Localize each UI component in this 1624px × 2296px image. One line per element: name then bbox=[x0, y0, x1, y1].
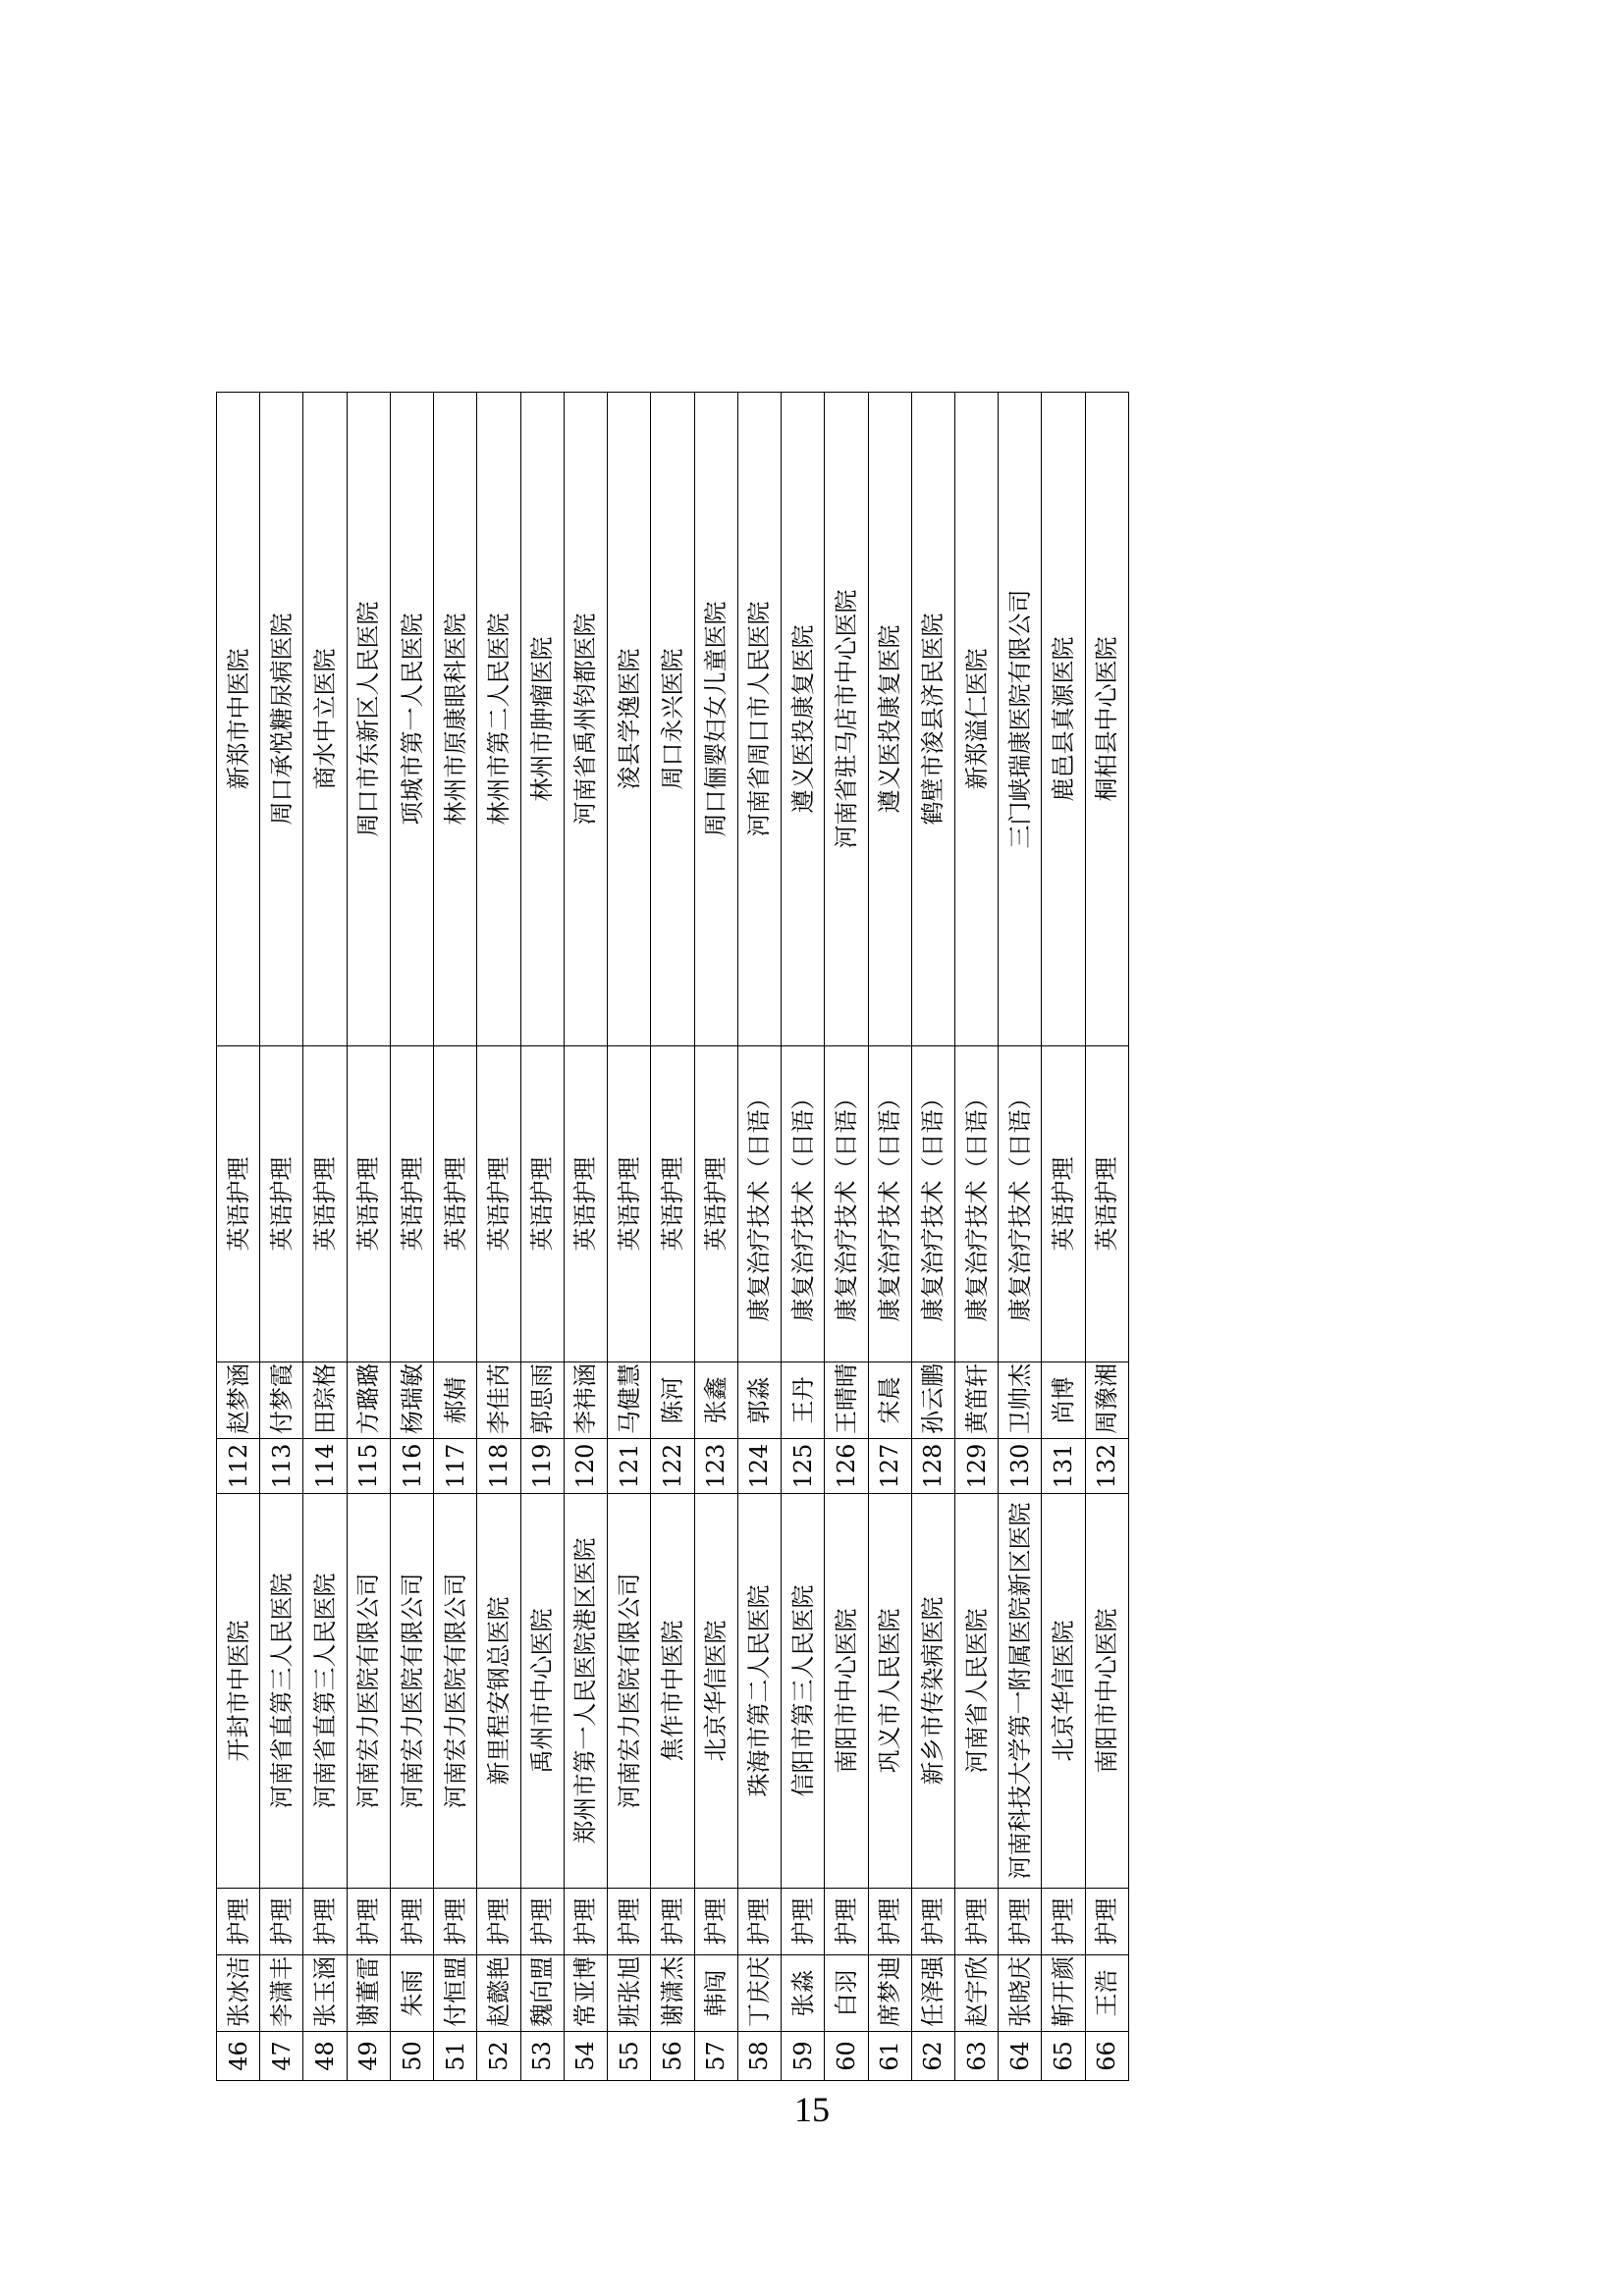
name-cell: 张鑫 bbox=[694, 1362, 737, 1439]
hospital-cell: 浚县学逸医院 bbox=[608, 393, 651, 1046]
major-cell: 英语护理 bbox=[1042, 1046, 1085, 1362]
hospital-cell: 河南省周口市人民医院 bbox=[737, 393, 781, 1046]
table-row bbox=[390, 393, 433, 2081]
table-row bbox=[911, 393, 954, 2081]
hospital-cell: 林州市第二人民医院 bbox=[477, 393, 520, 1046]
hospital-cell: 林州市肿瘤医院 bbox=[520, 393, 564, 1046]
row-number-cell: 59 bbox=[782, 2032, 825, 2081]
major-cell: 护理 bbox=[564, 1889, 607, 1955]
major-cell: 护理 bbox=[477, 1889, 520, 1955]
name-cell: 杨瑞敏 bbox=[390, 1362, 433, 1439]
row-number-cell: 117 bbox=[434, 1439, 477, 1494]
row-number-cell: 63 bbox=[954, 2032, 998, 2081]
hospital-cell: 巩义市人民医院 bbox=[868, 1494, 911, 1889]
name-cell: 付恒盟 bbox=[434, 1955, 477, 2032]
name-cell: 朱雨 bbox=[390, 1955, 433, 2032]
table-row bbox=[782, 393, 825, 2081]
table-row bbox=[608, 393, 651, 2081]
name-cell: 张玉涵 bbox=[303, 1955, 347, 2032]
name-cell: 王丹 bbox=[782, 1362, 825, 1439]
table-row bbox=[651, 393, 694, 2081]
hospital-cell: 新郑溢仁医院 bbox=[954, 393, 998, 1046]
hospital-cell: 北京华信医院 bbox=[694, 1494, 737, 1889]
row-number-cell: 47 bbox=[260, 2032, 303, 2081]
name-cell: 任泽强 bbox=[911, 1955, 954, 2032]
major-cell: 康复治疗技术（日语） bbox=[825, 1046, 868, 1362]
row-number-cell: 62 bbox=[911, 2032, 954, 2081]
major-cell: 护理 bbox=[303, 1889, 347, 1955]
hospital-cell: 河南宏力医院有限公司 bbox=[347, 1494, 390, 1889]
name-cell: 赵宇欣 bbox=[954, 1955, 998, 2032]
hospital-cell: 新郑市中医院 bbox=[217, 393, 260, 1046]
name-cell: 魏向盟 bbox=[520, 1955, 564, 2032]
row-number-cell: 54 bbox=[564, 2032, 607, 2081]
hospital-cell: 南阳市中心医院 bbox=[1085, 1494, 1128, 1889]
major-cell: 康复治疗技术（日语） bbox=[868, 1046, 911, 1362]
table-row bbox=[564, 393, 607, 2081]
name-cell: 方璐璐 bbox=[347, 1362, 390, 1439]
major-cell: 英语护理 bbox=[608, 1046, 651, 1362]
name-cell: 席梦迪 bbox=[868, 1955, 911, 2032]
row-number-cell: 49 bbox=[347, 2032, 390, 2081]
major-cell: 英语护理 bbox=[694, 1046, 737, 1362]
row-number-cell: 118 bbox=[477, 1439, 520, 1494]
hospital-cell: 周口承悦糖尿病医院 bbox=[260, 393, 303, 1046]
major-cell: 护理 bbox=[694, 1889, 737, 1955]
table-row bbox=[520, 393, 564, 2081]
hospital-cell: 新里程安钢总医院 bbox=[477, 1494, 520, 1889]
major-cell: 护理 bbox=[911, 1889, 954, 1955]
major-cell: 英语护理 bbox=[564, 1046, 607, 1362]
row-number-cell: 48 bbox=[303, 2032, 347, 2081]
hospital-cell: 遵义医投康复医院 bbox=[868, 393, 911, 1046]
name-cell: 郝婧 bbox=[434, 1362, 477, 1439]
name-cell: 张晓庆 bbox=[999, 1955, 1042, 2032]
name-cell: 李祎涵 bbox=[564, 1362, 607, 1439]
hospital-cell: 河南宏力医院有限公司 bbox=[608, 1494, 651, 1889]
major-cell: 康复治疗技术（日语） bbox=[737, 1046, 781, 1362]
table-row bbox=[825, 393, 868, 2081]
hospital-cell: 河南省驻马店市中心医院 bbox=[825, 393, 868, 1046]
name-cell: 马健慧 bbox=[608, 1362, 651, 1439]
major-cell: 护理 bbox=[390, 1889, 433, 1955]
hospital-cell: 南阳市中心医院 bbox=[825, 1494, 868, 1889]
major-cell: 英语护理 bbox=[1085, 1046, 1128, 1362]
hospital-cell: 北京华信医院 bbox=[1042, 1494, 1085, 1889]
row-number-cell: 116 bbox=[390, 1439, 433, 1494]
table-row bbox=[1085, 393, 1128, 2081]
hospital-cell: 鹿邑县真源医院 bbox=[1042, 393, 1085, 1046]
major-cell: 护理 bbox=[651, 1889, 694, 1955]
name-cell: 白羽 bbox=[825, 1955, 868, 2032]
name-cell: 张淼 bbox=[782, 1955, 825, 2032]
major-cell: 英语护理 bbox=[434, 1046, 477, 1362]
hospital-cell: 商水中立医院 bbox=[303, 393, 347, 1046]
row-number-cell: 122 bbox=[651, 1439, 694, 1494]
name-cell: 谢董雷 bbox=[347, 1955, 390, 2032]
major-cell: 护理 bbox=[1042, 1889, 1085, 1955]
major-cell: 英语护理 bbox=[651, 1046, 694, 1362]
rotated-table-block bbox=[216, 393, 1129, 2081]
major-cell: 英语护理 bbox=[260, 1046, 303, 1362]
row-number-cell: 113 bbox=[260, 1439, 303, 1494]
major-cell: 护理 bbox=[260, 1889, 303, 1955]
hospital-cell: 河南宏力医院有限公司 bbox=[434, 1494, 477, 1889]
table-row bbox=[260, 393, 303, 2081]
row-number-cell: 58 bbox=[737, 2032, 781, 2081]
row-number-cell: 123 bbox=[694, 1439, 737, 1494]
name-cell: 周豫湘 bbox=[1085, 1362, 1128, 1439]
major-cell: 护理 bbox=[868, 1889, 911, 1955]
major-cell: 护理 bbox=[954, 1889, 998, 1955]
name-cell: 陈河 bbox=[651, 1362, 694, 1439]
row-number-cell: 50 bbox=[390, 2032, 433, 2081]
hospital-cell: 河南科技大学第一附属医院新区医院 bbox=[999, 1494, 1042, 1889]
hospital-cell: 周口市东新区人民医院 bbox=[347, 393, 390, 1046]
hospital-cell: 河南省直第三人民医院 bbox=[260, 1494, 303, 1889]
hospital-cell: 焦作市中医院 bbox=[651, 1494, 694, 1889]
hospital-cell: 郑州市第一人民医院港区医院 bbox=[564, 1494, 607, 1889]
major-cell: 英语护理 bbox=[303, 1046, 347, 1362]
major-cell: 英语护理 bbox=[390, 1046, 433, 1362]
hospital-cell: 周口永兴医院 bbox=[651, 393, 694, 1046]
row-number-cell: 66 bbox=[1085, 2032, 1128, 2081]
row-number-cell: 53 bbox=[520, 2032, 564, 2081]
name-cell: 李潇丰 bbox=[260, 1955, 303, 2032]
row-number-cell: 130 bbox=[999, 1439, 1042, 1494]
row-number-cell: 60 bbox=[825, 2032, 868, 2081]
major-cell: 英语护理 bbox=[477, 1046, 520, 1362]
table-row bbox=[434, 393, 477, 2081]
table-row bbox=[303, 393, 347, 2081]
major-cell: 康复治疗技术（日语） bbox=[782, 1046, 825, 1362]
major-cell: 护理 bbox=[608, 1889, 651, 1955]
name-cell: 郭思雨 bbox=[520, 1362, 564, 1439]
row-number-cell: 115 bbox=[347, 1439, 390, 1494]
major-cell: 护理 bbox=[434, 1889, 477, 1955]
major-cell: 护理 bbox=[347, 1889, 390, 1955]
row-number-cell: 51 bbox=[434, 2032, 477, 2081]
major-cell: 康复治疗技术（日语） bbox=[954, 1046, 998, 1362]
major-cell: 护理 bbox=[999, 1889, 1042, 1955]
name-cell: 王晴晴 bbox=[825, 1362, 868, 1439]
table-row bbox=[217, 393, 260, 2081]
hospital-cell: 河南省直第三人民医院 bbox=[303, 1494, 347, 1889]
name-cell: 韩闯 bbox=[694, 1955, 737, 2032]
row-number-cell: 46 bbox=[217, 2032, 260, 2081]
major-cell: 护理 bbox=[737, 1889, 781, 1955]
hospital-cell: 禹州市中心医院 bbox=[520, 1494, 564, 1889]
row-number-cell: 57 bbox=[694, 2032, 737, 2081]
row-number-cell: 131 bbox=[1042, 1439, 1085, 1494]
major-cell: 英语护理 bbox=[347, 1046, 390, 1362]
page-number: 15 bbox=[794, 2090, 830, 2129]
row-number-cell: 56 bbox=[651, 2032, 694, 2081]
row-number-cell: 61 bbox=[868, 2032, 911, 2081]
row-number-cell: 55 bbox=[608, 2032, 651, 2081]
name-cell: 尚博 bbox=[1042, 1362, 1085, 1439]
major-cell: 英语护理 bbox=[217, 1046, 260, 1362]
table-row bbox=[347, 393, 390, 2081]
major-cell: 护理 bbox=[825, 1889, 868, 1955]
hospital-cell: 信阳市第三人民医院 bbox=[782, 1494, 825, 1889]
row-number-cell: 119 bbox=[520, 1439, 564, 1494]
name-cell: 常亚博 bbox=[564, 1955, 607, 2032]
name-cell: 赵懿艳 bbox=[477, 1955, 520, 2032]
hospital-cell: 遵义医投康复医院 bbox=[782, 393, 825, 1046]
hospital-cell: 开封市中医院 bbox=[217, 1494, 260, 1889]
major-cell: 护理 bbox=[520, 1889, 564, 1955]
name-cell: 郭淼 bbox=[737, 1362, 781, 1439]
table-body bbox=[217, 393, 1129, 2081]
row-number-cell: 65 bbox=[1042, 2032, 1085, 2081]
hospital-cell: 林州市原康眼科医院 bbox=[434, 393, 477, 1046]
row-number-cell: 125 bbox=[782, 1439, 825, 1494]
name-cell: 黄笛轩 bbox=[954, 1362, 998, 1439]
hospital-cell: 三门峡瑞康医院有限公司 bbox=[999, 393, 1042, 1046]
table-row bbox=[999, 393, 1042, 2081]
hospital-cell: 珠海市第二人民医院 bbox=[737, 1494, 781, 1889]
name-cell: 丁庆庆 bbox=[737, 1955, 781, 2032]
name-cell: 班张旭 bbox=[608, 1955, 651, 2032]
hospital-cell: 桐柏县中心医院 bbox=[1085, 393, 1128, 1046]
table-row bbox=[868, 393, 911, 2081]
major-cell: 英语护理 bbox=[520, 1046, 564, 1362]
row-number-cell: 124 bbox=[737, 1439, 781, 1494]
name-cell: 李佳芮 bbox=[477, 1362, 520, 1439]
major-cell: 康复治疗技术（日语） bbox=[911, 1046, 954, 1362]
major-cell: 护理 bbox=[782, 1889, 825, 1955]
row-number-cell: 112 bbox=[217, 1439, 260, 1494]
row-number-cell: 132 bbox=[1085, 1439, 1128, 1494]
row-number-cell: 128 bbox=[911, 1439, 954, 1494]
name-cell: 付梦霞 bbox=[260, 1362, 303, 1439]
placement-table bbox=[216, 392, 1129, 2081]
row-number-cell: 114 bbox=[303, 1439, 347, 1494]
name-cell: 张冰洁 bbox=[217, 1955, 260, 2032]
row-number-cell: 121 bbox=[608, 1439, 651, 1494]
row-number-cell: 52 bbox=[477, 2032, 520, 2081]
name-cell: 谢潇杰 bbox=[651, 1955, 694, 2032]
name-cell: 田琮格 bbox=[303, 1362, 347, 1439]
name-cell: 靳开颜 bbox=[1042, 1955, 1085, 2032]
name-cell: 赵梦涵 bbox=[217, 1362, 260, 1439]
name-cell: 孙云鹏 bbox=[911, 1362, 954, 1439]
table-row bbox=[737, 393, 781, 2081]
row-number-cell: 64 bbox=[999, 2032, 1042, 2081]
hospital-cell: 鹤壁市浚县济民医院 bbox=[911, 393, 954, 1046]
hospital-cell: 新乡市传染病医院 bbox=[911, 1494, 954, 1889]
major-cell: 护理 bbox=[1085, 1889, 1128, 1955]
hospital-cell: 周口俪婴妇女儿童医院 bbox=[694, 393, 737, 1046]
row-number-cell: 126 bbox=[825, 1439, 868, 1494]
hospital-cell: 河南省人民医院 bbox=[954, 1494, 998, 1889]
row-number-cell: 127 bbox=[868, 1439, 911, 1494]
hospital-cell: 河南宏力医院有限公司 bbox=[390, 1494, 433, 1889]
table-row bbox=[1042, 393, 1085, 2081]
row-number-cell: 129 bbox=[954, 1439, 998, 1494]
name-cell: 宋晨 bbox=[868, 1362, 911, 1439]
table-row bbox=[954, 393, 998, 2081]
hospital-cell: 河南省禹州钧都医院 bbox=[564, 393, 607, 1046]
table-row bbox=[477, 393, 520, 2081]
name-cell: 卫帅杰 bbox=[999, 1362, 1042, 1439]
row-number-cell: 120 bbox=[564, 1439, 607, 1494]
name-cell: 王浩 bbox=[1085, 1955, 1128, 2032]
major-cell: 护理 bbox=[217, 1889, 260, 1955]
hospital-cell: 项城市第一人民医院 bbox=[390, 393, 433, 1046]
table-row bbox=[694, 393, 737, 2081]
major-cell: 康复治疗技术（日语） bbox=[999, 1046, 1042, 1362]
